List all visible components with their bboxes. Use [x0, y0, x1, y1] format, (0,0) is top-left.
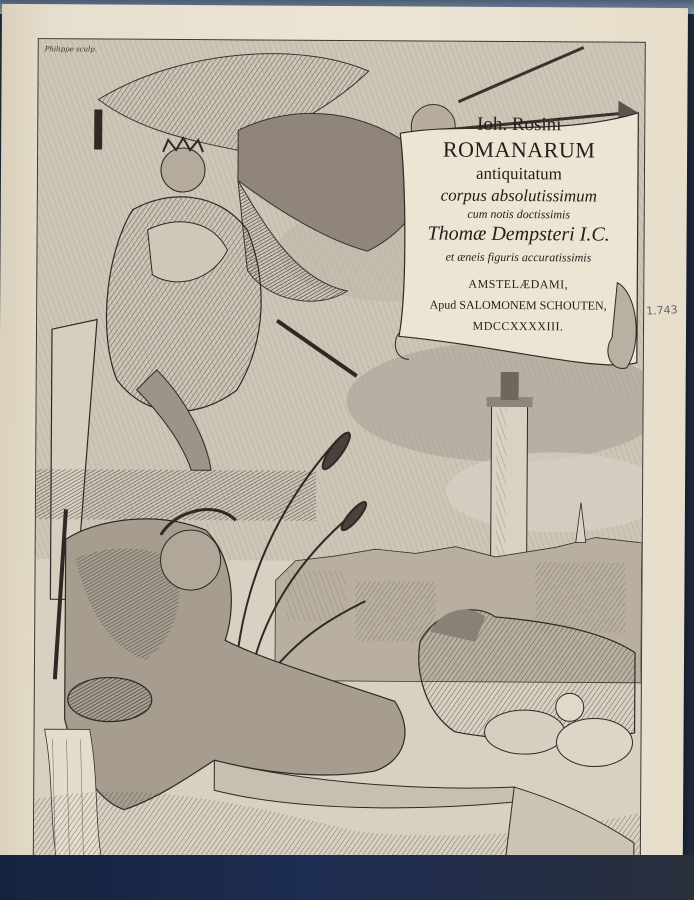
title-banner [399, 105, 639, 368]
imprint-year: MDCCXXXXIII. [472, 318, 564, 334]
pedestal [36, 469, 316, 521]
title-line-1: antiquitatum [475, 163, 563, 184]
title-line-4: Thomæ Dempsteri I.C. [427, 222, 610, 246]
engraved-plate [33, 38, 646, 876]
book-title: ROMANARUM [442, 136, 596, 163]
author-name: Ioh. Rosini [476, 113, 562, 136]
background-bottom [0, 855, 694, 900]
engraver-signature: Philippe sculp. [44, 45, 97, 54]
imprint-publisher: Apud SALOMONEM SCHOUTEN, [429, 297, 607, 313]
pencil-margin-note: 1.743 [645, 303, 678, 318]
title-line-3: cum notis doctissimis [467, 206, 571, 222]
imprint-city: AMSTELÆDAMI, [468, 276, 569, 292]
title-line-5: et æneis figuris accuratissimis [445, 249, 592, 265]
book-page [0, 4, 688, 878]
title-line-2: corpus absolutissimum [440, 185, 598, 206]
